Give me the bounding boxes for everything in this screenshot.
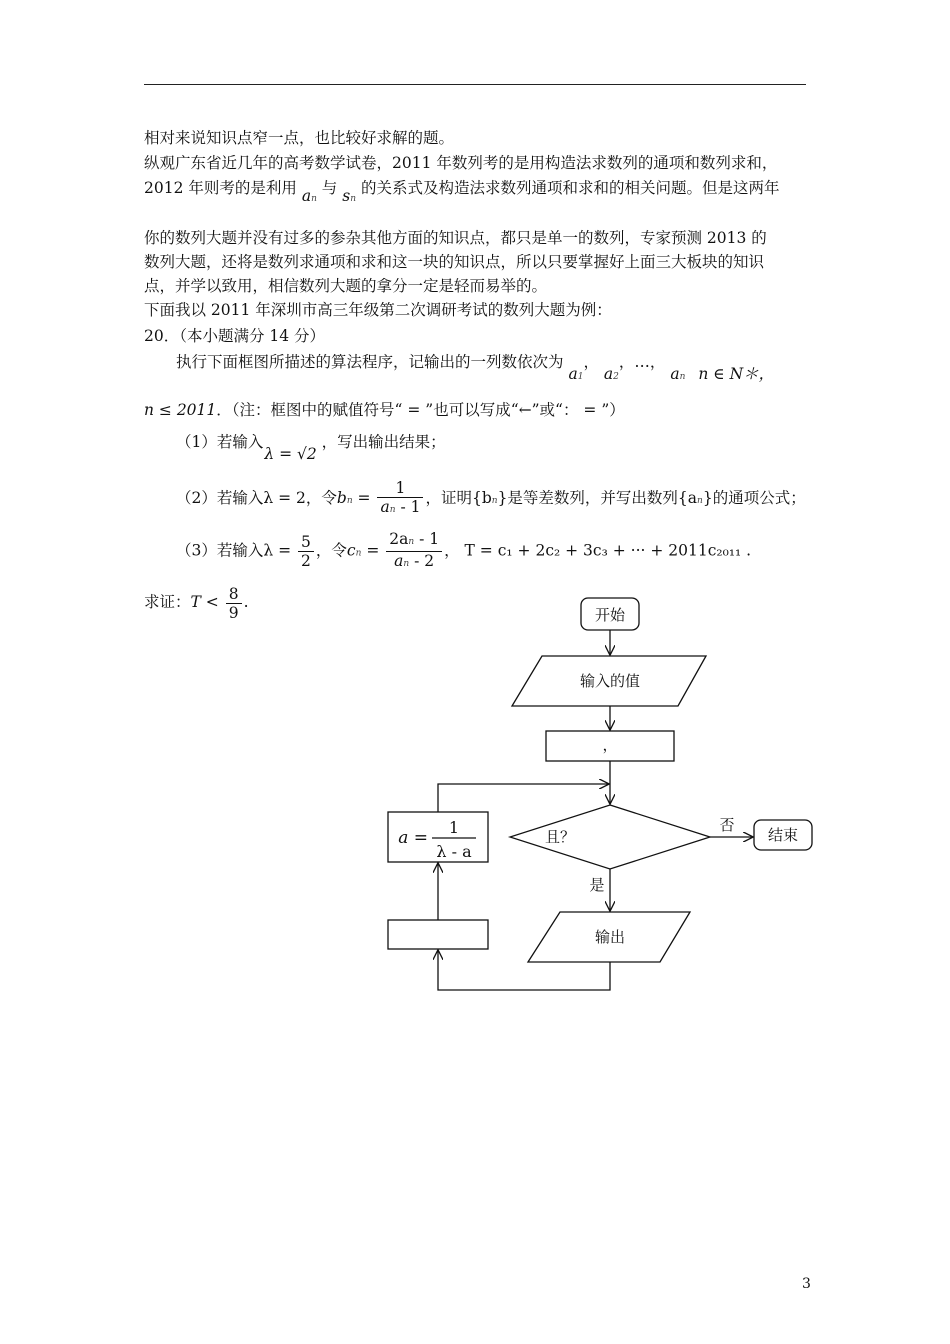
math-sub: n <box>346 496 353 506</box>
text-run: }是等差数列，并写出数列{a <box>497 489 698 507</box>
yes-label: 是 <box>589 876 605 894</box>
text-run: 2012 年则考的是利用 <box>144 179 297 197</box>
end-label: 结束 <box>767 826 799 844</box>
text-run: }的通项公式； <box>702 489 806 507</box>
loop-return-arrow <box>438 784 608 812</box>
math-lambda-sqrt2: λ = √2 <box>264 445 317 463</box>
fraction-denominator: 2 <box>301 552 311 570</box>
math-sub: 1 <box>577 372 584 382</box>
math-s: s <box>342 187 351 205</box>
math-b: b <box>336 489 347 507</box>
text-run: （1）若输入 <box>176 433 264 451</box>
math-n-set: n ∈ N＊， <box>698 365 775 383</box>
page-number: 3 <box>802 1276 811 1292</box>
paragraph-line-7: 下面我以 2011 年深圳市高三年级第二次调研考试的数列大题为例： <box>144 301 612 319</box>
assign-denominator: λ - a <box>436 842 472 861</box>
math-sub: n <box>491 496 498 506</box>
loop-arrow <box>438 951 610 990</box>
text-run: 执行下面框图所描述的算法程序，记输出的一列数依次为 <box>176 353 564 371</box>
math-a: a <box>380 498 390 516</box>
math-sum: ， T = c₁ + 2c₂ + 3c₃ + ··· + 2011c₂₀₁₁ . <box>444 541 752 560</box>
math-2a: 2a <box>389 530 409 548</box>
math-sub: n <box>408 537 415 547</box>
ellipsis: ，…， <box>618 353 666 371</box>
math-a: a <box>394 552 404 570</box>
math-c: c <box>346 541 356 560</box>
text-run: ．（注：框图中的赋值符号“ = ”也可以写成“←”或“： = ”） <box>216 401 625 419</box>
fraction-numerator: 5 <box>298 533 314 552</box>
paragraph-line-2: 纵观广东省近几年的高考数学试卷，2011 年数列考的是用构造法求数列的通项和数列求和， <box>144 154 778 172</box>
math-a1: a <box>568 365 578 383</box>
math-rest: - 2 <box>409 552 435 570</box>
math-sub: 2 <box>613 372 619 382</box>
math-rest: - 1 <box>414 530 440 548</box>
text-run: （3）若输入λ = <box>176 541 297 560</box>
text-run: 的关系式及构造法求数列通项和求和的相关问题。但是这两年 <box>360 179 780 197</box>
fraction-numerator: 1 <box>377 479 423 498</box>
condition-label: 且？ <box>544 828 576 846</box>
input-label: 输入的值 <box>579 672 641 690</box>
math-sub: n <box>679 372 686 382</box>
output-label: 输出 <box>594 928 626 946</box>
math-a: a <box>301 187 312 205</box>
assign-lhs: a = <box>398 828 428 848</box>
problem-heading: 20．（本小题满分 14 分） <box>144 327 326 345</box>
init-label: ， <box>602 736 618 754</box>
math-sub: n <box>403 559 410 569</box>
fraction-denominator: 9 <box>228 603 239 622</box>
text-run: ，令 <box>315 541 347 560</box>
condition-node <box>510 805 710 869</box>
period: . <box>243 593 249 611</box>
text-run: 求证： <box>144 593 191 611</box>
text-run: 与 <box>321 179 338 197</box>
text-run: ，证明{b <box>425 489 492 507</box>
no-label: 否 <box>719 816 735 834</box>
math-eq: = <box>361 541 385 560</box>
paragraph-line-6: 点，并学以致用，相信数列大题的拿分一定是轻而易举的。 <box>144 277 548 295</box>
text-run: ，写出输出结果； <box>321 433 446 451</box>
math-t: T < <box>190 593 224 611</box>
increment-node <box>388 920 488 949</box>
math-a2: a <box>603 365 614 383</box>
math-sub: n <box>311 194 317 204</box>
assign-numerator: 1 <box>448 818 460 837</box>
start-label: 开始 <box>594 606 626 624</box>
math-n-bound: n ≤ 2011 <box>144 401 217 419</box>
paragraph-line-4: 你的数列大题并没有过多的参杂其他方面的知识点，都只是单一的数列，专家预测 2013 的 <box>144 229 767 247</box>
math-sub: n <box>355 548 362 559</box>
math-sub: n <box>350 194 357 204</box>
paragraph-line-1: 相对来说知识点窄一点，也比较好求解的题。 <box>144 129 455 147</box>
paragraph-line-5: 数列大题，还将是数列求通项和求和这一块的知识点，所以只要掌握好上面三大板块的知识 <box>144 253 765 271</box>
text-run: （2）若输入λ = 2，令 <box>176 489 337 507</box>
math-sub: n <box>389 505 396 515</box>
comma: ， <box>583 353 599 371</box>
math-eq: = <box>352 489 376 507</box>
math-rest: - 1 <box>395 498 421 516</box>
math-sub: n <box>697 496 703 506</box>
fraction-numerator: 8 <box>226 585 242 604</box>
math-an: a <box>670 365 680 383</box>
